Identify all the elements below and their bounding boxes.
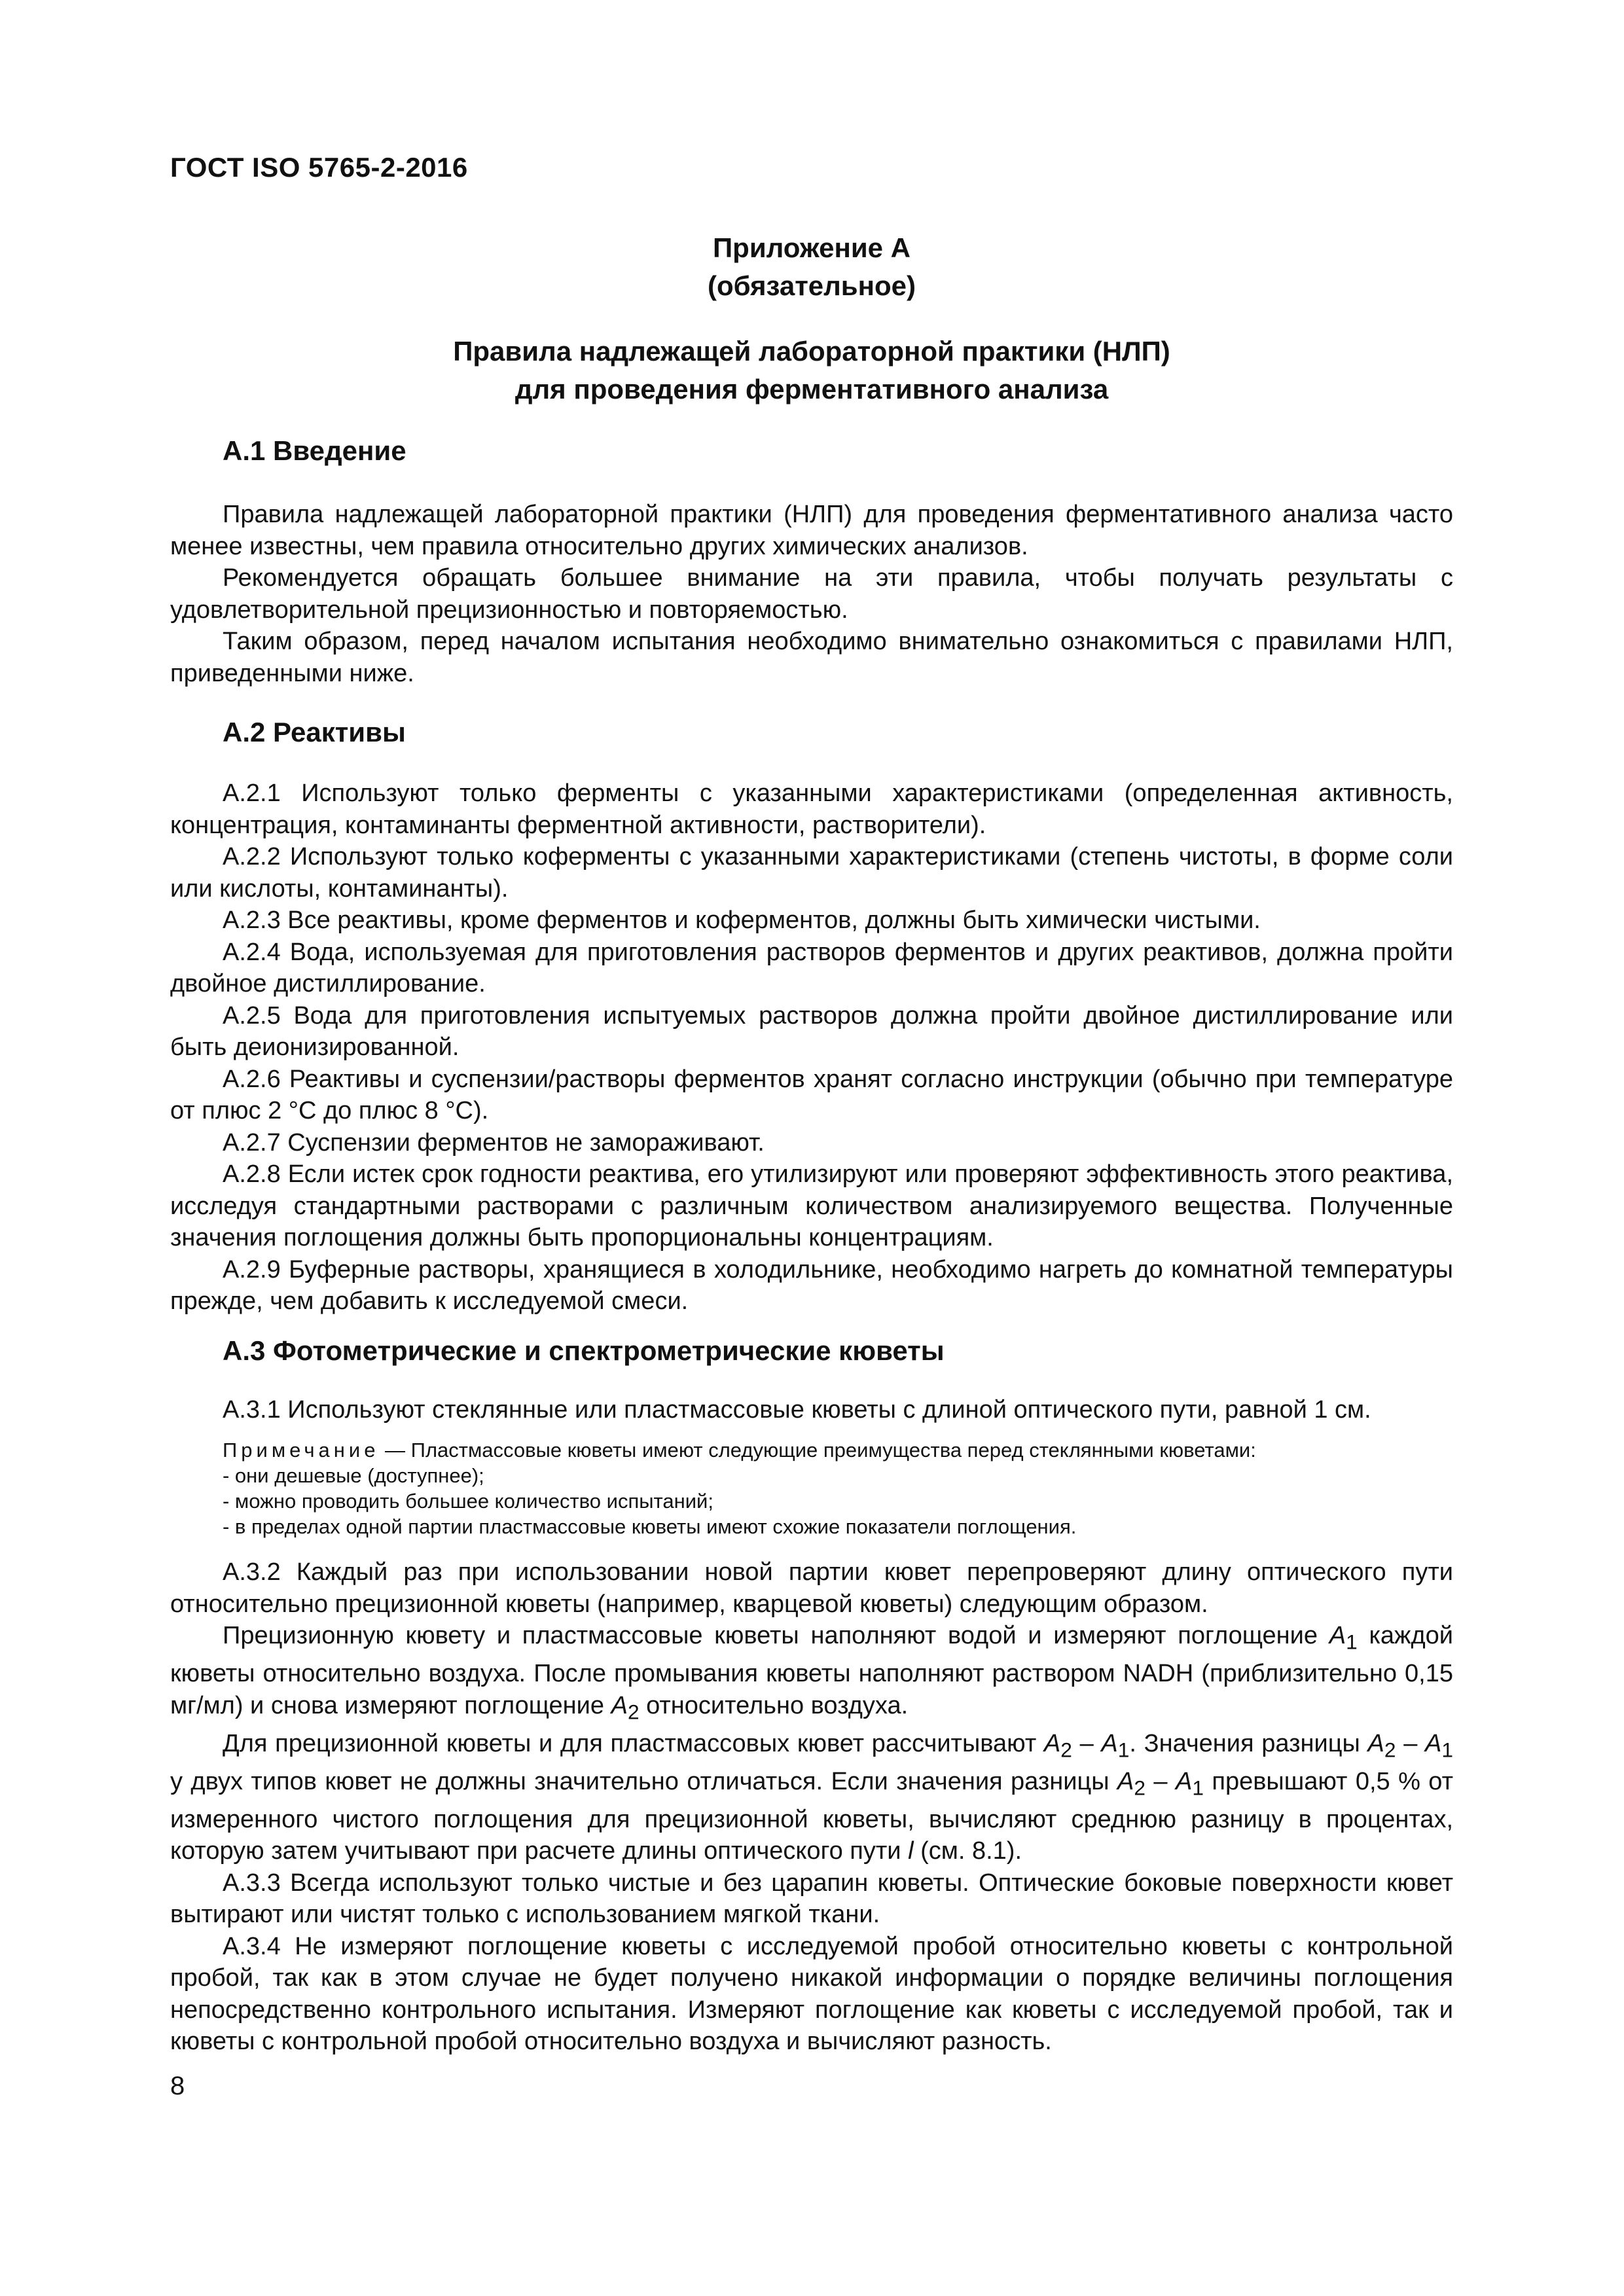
annex-label: Приложение А xyxy=(712,232,911,263)
paragraph-formula: Для прецизионной кюветы и для пластмассовых кювет рассчитывают $A_2 - A_1$. Значения разницы $A_2 - A_1$ у двух типов кювет не должны значительно отличаться. Если значения разницы $A_2 - A_1$ превышают 0,5 % от измеренного чистого поглощения для прецизионной кюветы, вычисляют среднюю разницу в процентах, которую затем учитывают при расчете длины оптического пути l (см. 8.1). xyxy=(170,1729,1454,1865)
note-label: Примечание xyxy=(223,1439,380,1462)
paragraph: А.3.3 Всегда используют только чистые и без царапин кюветы. Оптические боковые поверхности кювет вытирают или чистят только с использованием мягкой ткани. xyxy=(170,1869,1453,1929)
section-heading-a2: А.2 Реактивы xyxy=(223,717,406,747)
document-header: ГОСТ ISO 5765-2-2016 xyxy=(170,152,468,183)
annex-title-line1: Правила надлежащей лабораторной практики (НЛП) xyxy=(453,336,1170,367)
section-a1-body xyxy=(170,499,1453,689)
paragraph: А.2.9 Буферные растворы, хранящиеся в холодильнике, необходимо нагреть до комнатной температуры прежде, чем добавить к исследуемой смеси. xyxy=(170,1255,1453,1315)
section-a3-body xyxy=(170,1556,1453,2058)
annex-title xyxy=(170,332,1453,408)
section-a2-body xyxy=(170,778,1453,1318)
paragraph: А.2.4 Вода, используемая для приготовления растворов ферментов и других реактивов, должна пройти двойное дистиллирование. xyxy=(170,938,1453,997)
annex-heading xyxy=(170,229,1453,305)
annex-status: (обязательное) xyxy=(707,270,916,301)
paragraph: А.3.1 Используют стеклянные или пластмассовые кюветы с длиной оптического пути, равной 1 см. xyxy=(223,1396,1371,1424)
note-item: - в пределах одной партии пластмассовые кюветы имеют схожие показатели поглощения. xyxy=(223,1515,1077,1538)
section-a3-intro xyxy=(170,1394,1453,1426)
paragraph: А.2.6 Реактивы и суспензии/растворы ферментов хранят согласно инструкции (обычно при температуре от плюс 2 °С до плюс 8 °С). xyxy=(170,1065,1453,1124)
paragraph: Правила надлежащей лабораторной практики (НЛП) для проведения ферментативного анализа часто менее известны, чем правила относительно других химических анализов. xyxy=(170,501,1453,560)
note-block xyxy=(223,1437,1453,1539)
section-heading-a3: А.3 Фотометрические и спектрометрические кюветы xyxy=(223,1335,945,1366)
annex-title-line2: для проведения ферментативного анализа xyxy=(514,374,1109,404)
paragraph: Рекомендуется обращать большее внимание на эти правила, чтобы получать результаты с удовлетворительной прецизионностью и повторяемостью. xyxy=(170,564,1453,624)
section-heading-a1: А.1 Введение xyxy=(223,435,406,466)
paragraph: А.3.4 Не измеряют поглощение кюветы с исследуемой пробой относительно кюветы с контрольной пробой, так как в этом случае не будет получено никакой информации о порядке величины поглощения непосредственно контрольного испытания. Измеряют поглощение как кюветы с исследуемой пробой, так и кюветы с контрольной пробой относительно воздуха и вычисляют разность. xyxy=(170,1932,1453,2056)
paragraph: А.3.2 Каждый раз при использовании новой партии кювет перепроверяют длину оптического пути относительно прецизионной кюветы (например, кварцевой кюветы) следующим образом. xyxy=(170,1558,1453,1618)
paragraph: А.2.8 Если истек срок годности реактива, его утилизируют или проверяют эффективность этого реактива, исследуя стандартными растворами с различным количеством анализируемого вещества. Полученные значения поглощения должны быть пропорциональны концентрациям. xyxy=(170,1160,1453,1251)
note-text: — Пластмассовые кюветы имеют следующие преимущества перед стеклянными кюветами: xyxy=(379,1439,1256,1462)
paragraph: А.2.3 Все реактивы, кроме ферментов и коферментов, должны быть химически чистыми. xyxy=(223,906,1261,934)
note-item: - можно проводить большее количество испытаний; xyxy=(223,1490,713,1513)
paragraph: А.2.1 Используют только ферменты с указанными характеристиками (определенная активность, концентрация, контаминанты ферментной активности, растворители). xyxy=(170,780,1453,839)
paragraph-formula: Прецизионную кювету и пластмассовые кюветы наполняют водой и измеряют поглощение $A_1$ каждой кюветы относительно воздуха. После промывания кюветы наполняют раствором NADH (приблизительно 0,15 мг/мл) и снова измеряют поглощение $A_2$ относительно воздуха. xyxy=(170,1622,1453,1724)
page-number: 8 xyxy=(170,2072,185,2100)
paragraph: А.2.5 Вода для приготовления испытуемых растворов должна пройти двойное дистиллирование или быть деионизированной. xyxy=(170,1001,1453,1061)
paragraph: Таким образом, перед началом испытания необходимо внимательно ознакомиться с правилами НЛП, приведенными ниже. xyxy=(170,628,1453,687)
note-line xyxy=(223,1437,1453,1463)
note-item: - они дешевые (доступнее); xyxy=(223,1464,484,1487)
paragraph: А.2.7 Суспензии ферментов не замораживают. xyxy=(223,1128,765,1157)
paragraph: А.2.2 Используют только коферменты с указанными характеристиками (степень чистоты, в форме соли или кислоты, контаминанты). xyxy=(170,843,1453,903)
